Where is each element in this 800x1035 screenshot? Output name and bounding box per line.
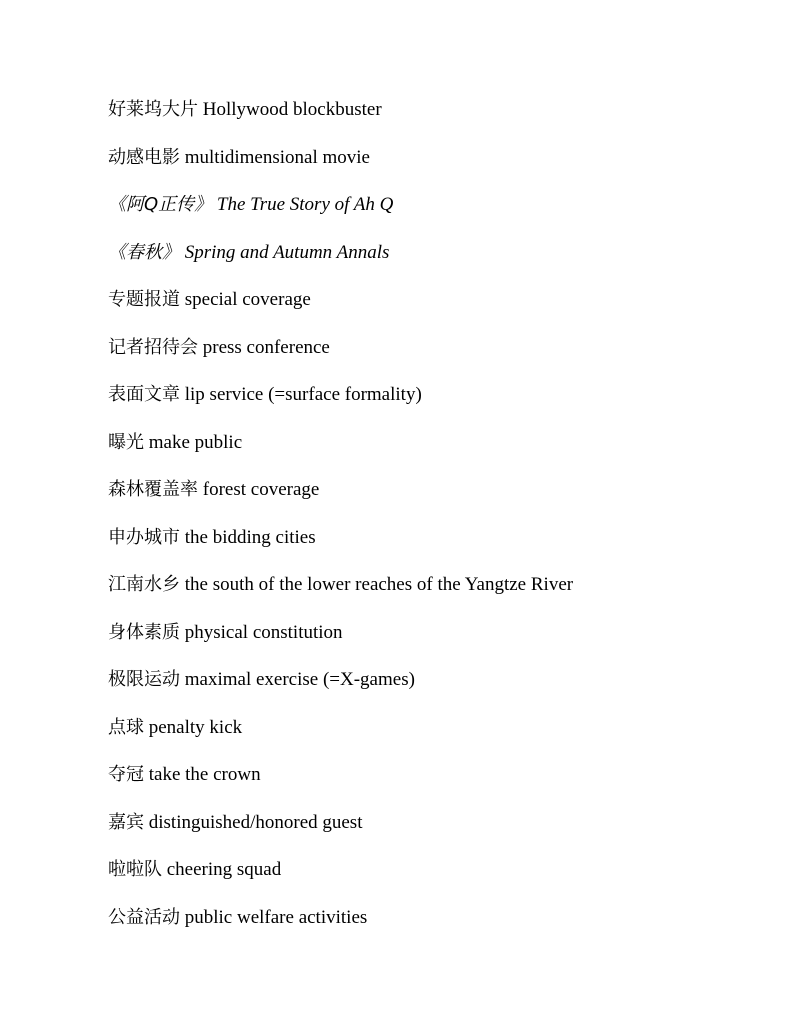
english-translation: distinguished/honored guest [148, 811, 363, 833]
glossary-entry [108, 144, 768, 192]
english-translation: lip service (=surface formality) [184, 384, 422, 405]
chinese-term: 表面文章 [108, 384, 180, 405]
english-translation: take the crown [148, 764, 261, 785]
glossary-entry [108, 904, 768, 952]
glossary-entry [108, 429, 768, 477]
chinese-term: 《阿Q正传》 [108, 194, 213, 215]
chinese-term: 动感电影 [108, 146, 180, 168]
glossary-entry [108, 191, 768, 239]
chinese-term: 点球 [108, 716, 144, 738]
glossary-entry [108, 239, 768, 287]
english-translation: Spring and Autumn Annals [184, 241, 390, 263]
glossary-entry [108, 571, 768, 619]
chinese-term: 嘉宾 [108, 811, 144, 833]
chinese-term: 记者招待会 [108, 336, 198, 358]
chinese-term: 江南水乡 [108, 574, 180, 595]
chinese-term: 公益活动 [108, 906, 180, 928]
english-translation: cheering squad [166, 859, 282, 880]
english-translation: the bidding cities [184, 526, 316, 548]
glossary-entry [108, 714, 768, 762]
english-translation: press conference [202, 336, 330, 358]
english-translation: physical constitution [184, 621, 343, 643]
glossary-entry [108, 96, 768, 144]
chinese-term: 身体素质 [108, 621, 180, 643]
glossary-entry [108, 334, 768, 382]
chinese-term: 夺冠 [108, 764, 144, 785]
glossary-entry [108, 619, 768, 667]
chinese-term: 森林覆盖率 [108, 479, 198, 500]
chinese-term: 申办城市 [108, 526, 180, 548]
english-translation: The True Story of Ah Q [216, 194, 394, 215]
english-translation: the south of the lower reaches of the Yangtze River [184, 574, 574, 595]
glossary-entry [108, 286, 768, 334]
chinese-term: 曝光 [108, 431, 144, 453]
english-translation: multidimensional movie [184, 146, 370, 168]
english-translation: special coverage [184, 289, 311, 310]
english-translation: make public [148, 431, 243, 453]
english-translation: maximal exercise (=X-games) [184, 669, 415, 690]
glossary-entry [108, 809, 768, 857]
english-translation: public welfare activities [184, 906, 368, 928]
chinese-term: 啦啦队 [108, 859, 162, 880]
glossary-entry [108, 856, 768, 904]
glossary-entry [108, 761, 768, 809]
english-translation: Hollywood blockbuster [202, 99, 382, 120]
english-translation: penalty kick [148, 716, 243, 738]
glossary-entry [108, 381, 768, 429]
chinese-term: 极限运动 [108, 669, 180, 690]
glossary-list [108, 96, 768, 951]
chinese-term: 专题报道 [108, 289, 180, 310]
chinese-term: 《春秋》 [108, 241, 180, 263]
glossary-entry [108, 666, 768, 714]
english-translation: forest coverage [202, 479, 320, 500]
glossary-entry [108, 524, 768, 572]
glossary-entry [108, 476, 768, 524]
chinese-term: 好莱坞大片 [108, 99, 198, 120]
